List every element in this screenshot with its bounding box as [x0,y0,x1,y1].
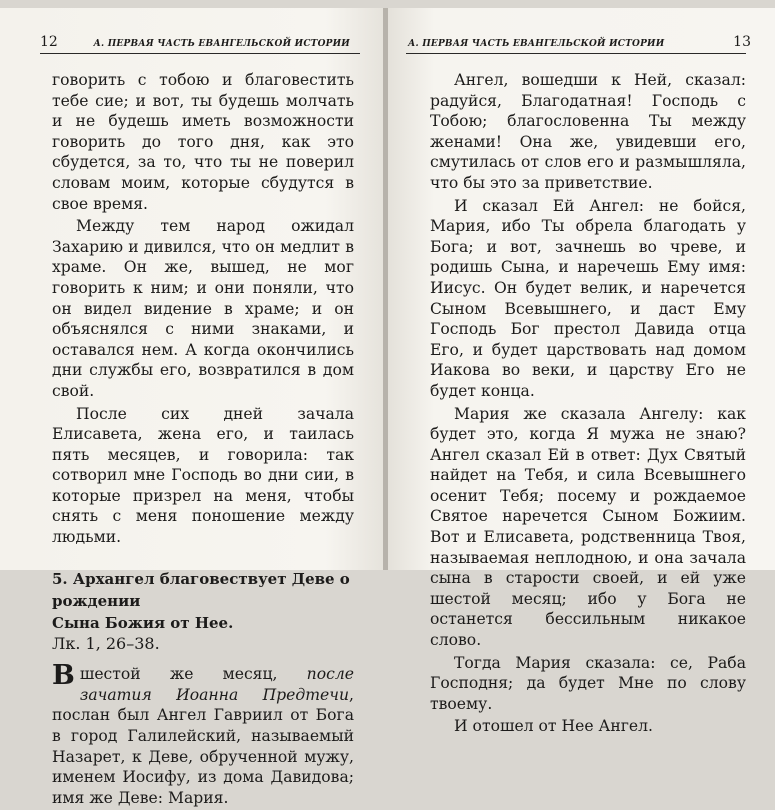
paragraph: И отошел от Нее Ангел. [454,717,653,736]
right-page [388,8,775,736]
right-text-block [430,70,746,739]
scripture-reference: Лк. 1, 26–38. [52,633,160,653]
paragraph: И сказал Ей Ангел: не бойся, Мария, ибо Ты обрела благодать у Бога; и вот, зачнешь во чреве, и родишь Сына, и наречешь Ему имя: Иисус. Он будет велик, и наречется Сыном Всевышнего, и даст Ему Господь Бог престол Давида отца Его, и будет царствовать над домом Иакова во веки, и царству Его не будет конца. [430,196,746,400]
right-header-rule [406,53,746,54]
left-page [0,8,383,807]
paragraph: Мария же сказала Ангелу: как будет это, когда Я мужа не знаю? Ангел сказал Ей в ответ: Дух Святый найдет на Тебя, и сила Всевышнего осенит Тебя; посему и рождаемое Святое наречется Сыном Божиим. Вот и Елисавета, родственница Твоя, называемая неплодною, и она зачала сына в старости своей, и ей уже шестой месяц; ибо у Бога не останется бессильным никакое слово. [430,404,746,650]
paragraph: говорить с тобою и благовестить тебе сие; и вот, ты будешь молчать и не будешь иметь возможности говорить до того дня, как это сбудется, за то, что ты не поверил словам моим, которые сбудутся в свое время. [52,71,354,213]
right-running-head: А. ПЕРВАЯ ЧАСТЬ ЕВАНГЕЛЬСКОЙ ИСТОРИИ [408,39,665,49]
left-text-block [52,70,354,810]
left-page-number: 12 [40,34,58,50]
section-title-line-1: 5. Архангел благовествует Деве о рождении [52,569,350,610]
text-before-italic: шестой же месяц, [79,665,307,684]
left-header-rule [40,53,360,54]
drop-cap: В [52,660,75,692]
section-paragraph [52,660,354,808]
left-running-head: А. ПЕРВАЯ ЧАСТЬ ЕВАНГЕЛЬСКОЙ ИСТОРИИ [93,39,350,49]
paragraph: Ангел, вошедши к Ней, сказал: радуйся, Благодатная! Господь с Тобою; благословенна Ты между женами! Она же, увидевши его, смутилась от слов его и размышляла, что бы это за приветствие. [430,71,746,192]
text-after-italic: , послан был Ангел Гавриил от Бога в город Галилейский, называемый Назарет, к Деве, обрученной мужу, именем Иосифу, из дома Давидова; имя же Деве: Мария. [52,685,354,807]
paragraph: После сих дней зачала Елисавета, жена его, и таилась пять месяцев, и говорила: так сотворил мне Господь во дни сии, в которые призрел на меня, чтобы снять с меня поношение между людьми. [52,404,354,547]
paragraph: Тогда Мария сказала: се, Раба Господня; да будет Мне по слову твоему. [430,653,746,713]
paragraph: Между тем народ ожидал Захарию и дивился, что он медлит в храме. Он же, вышед, не мог говорить к ним; и они поняли, что он видел видение в храме; и он объяснялся с ними знаками, и оставался нем. А когда окончились дни службы его, возвратился в дом свой. [52,217,354,400]
italic-insert: после зачатия Иоанна Предтечи [79,665,354,704]
section-title [52,568,354,634]
section-5 [52,568,354,809]
right-page-number: 13 [733,34,751,50]
section-title-line-2: Сына Божия от Нее. [52,613,234,632]
